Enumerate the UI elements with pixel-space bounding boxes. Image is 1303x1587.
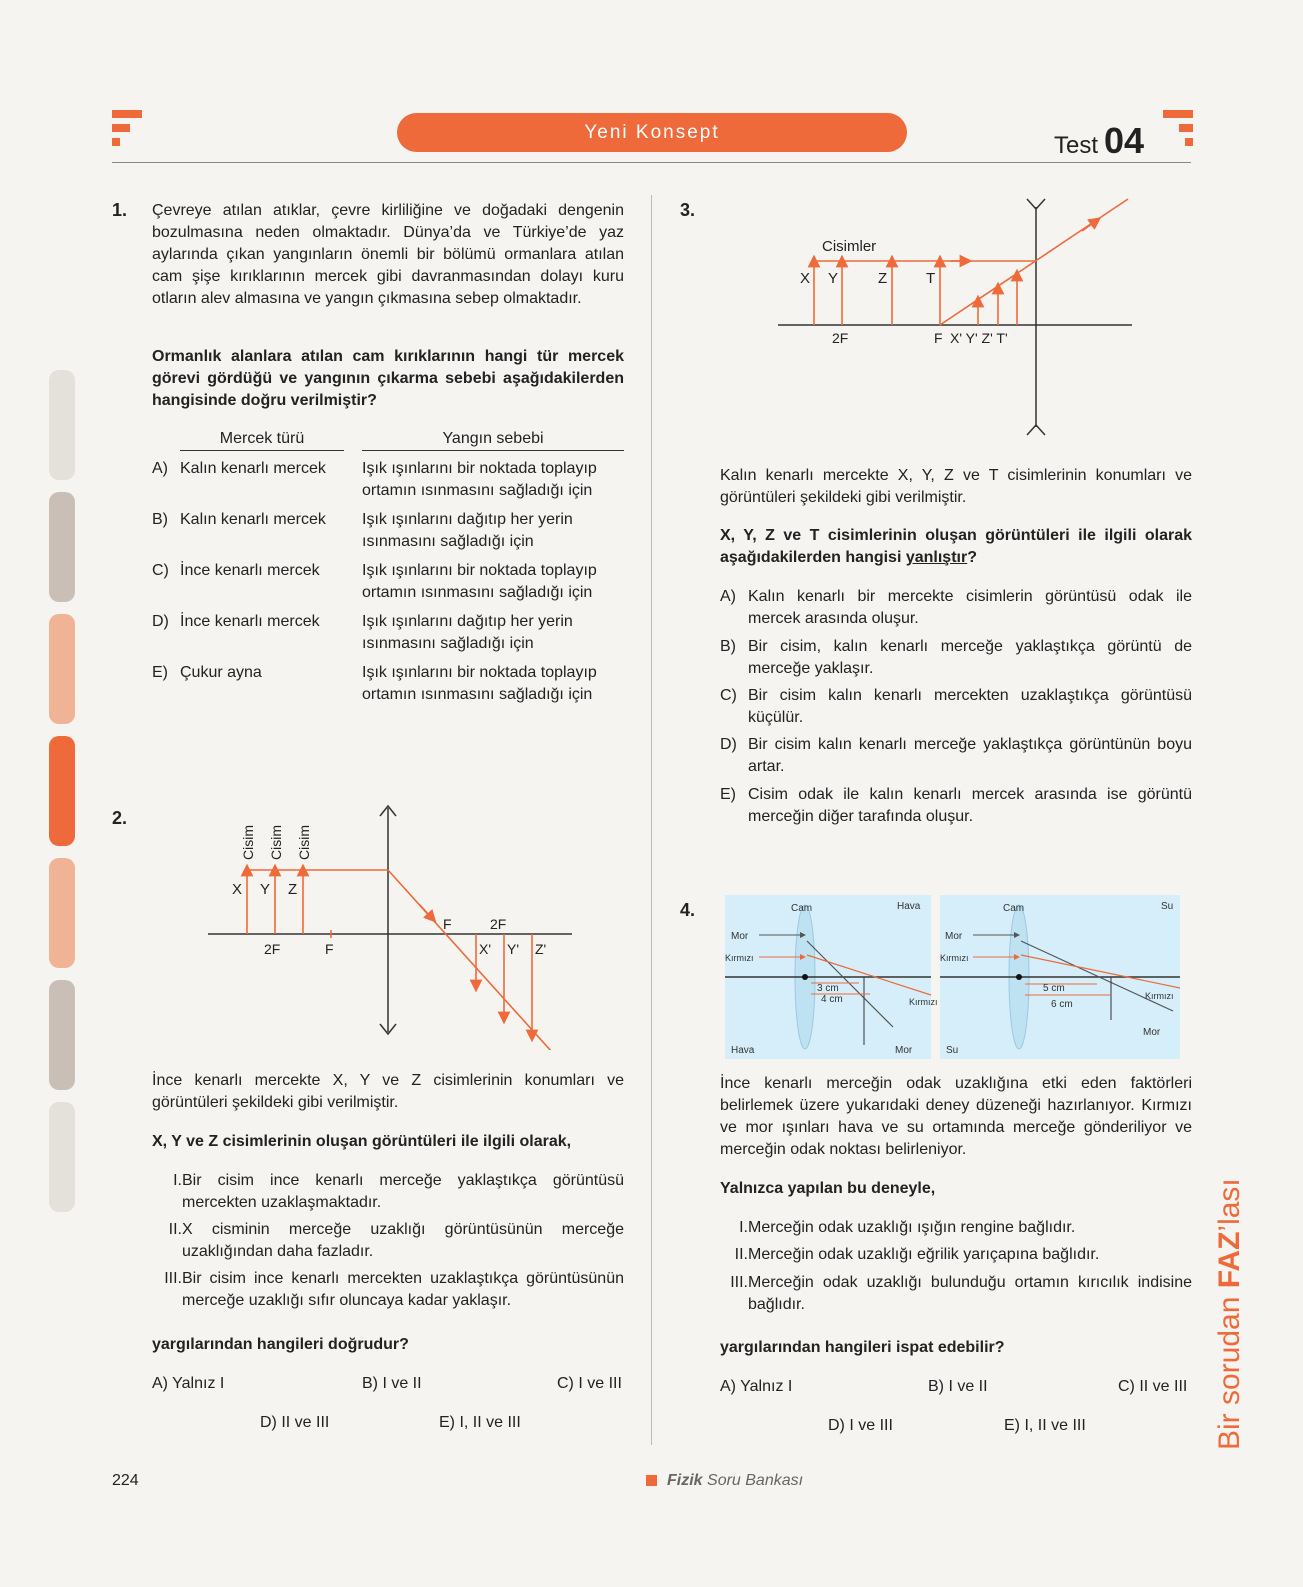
test-word: Test xyxy=(1054,132,1099,159)
label-kirmizi-in-2: Kırmızı xyxy=(940,953,969,963)
label-cisim-z: Cisim xyxy=(296,825,312,860)
label-f: F xyxy=(934,330,943,346)
label-f-left: F xyxy=(325,941,334,957)
label-x: X xyxy=(800,270,811,287)
q4-answer-a[interactable]: A) Yalnız I xyxy=(720,1378,793,1395)
book-rest: Soru Bankası xyxy=(707,1472,804,1489)
label-z-prime: Z' xyxy=(535,941,547,957)
label-cam-2: Cam xyxy=(1003,903,1025,914)
label-2f-left: 2F xyxy=(264,941,281,957)
label-f-right: F xyxy=(443,916,452,932)
label-image-primes: X' Y' Z' T' xyxy=(950,330,1008,346)
label-y: Y xyxy=(260,881,271,898)
label-t: T xyxy=(926,270,936,287)
q1-intro: Çevreye atılan atıklar, çevre kirliliğine ve doğadaki dengenin bozulmasına neden olmaktadır. Dünya’da ve Türkiye’de yaz aylarında çıkan yangınların önemli bir bölümü ormanlara atılan cam şişe kırıklarının mercek gibi davranmasından dolayı kuru otların alev almasına ve yangın çıkmasına sebep olmaktadır. xyxy=(152,202,624,307)
side-slogan xyxy=(1213,1178,1247,1450)
option-reason: Işık ışınlarını bir noktada toplayıp ortamın ısınmasını sağladığı için xyxy=(362,460,597,499)
label-6cm: 6 cm xyxy=(1051,999,1073,1010)
option-letter: B) xyxy=(720,638,736,655)
logo-left xyxy=(112,110,142,152)
lens-center-1 xyxy=(802,974,808,980)
label-mor-out-2: Mor xyxy=(1143,1027,1161,1038)
q2-answer-d[interactable]: D) II ve III xyxy=(260,1414,330,1431)
q4-statement-1: Merceğin odak uzaklığı ışığın rengine bağlıdır. xyxy=(748,1219,1076,1236)
option-lens: İnce kenarlı mercek xyxy=(180,613,320,630)
q3-question xyxy=(720,525,1192,569)
option-text: Bir cisim kalın kenarlı mercekten uzaklaştıkça görüntüsü küçülür. xyxy=(748,687,1192,726)
option-letter: E) xyxy=(720,786,736,803)
label-kirmizi-out-1: Kırmızı xyxy=(909,997,938,1007)
label-cam-1: Cam xyxy=(791,903,813,914)
test-number: 04 xyxy=(1104,120,1145,161)
q2-answer-a[interactable]: A) Yalnız I xyxy=(152,1375,225,1392)
label-hava-bottom: Hava xyxy=(731,1045,755,1056)
q4-statement-num: III. xyxy=(730,1274,748,1291)
q2-question: X, Y ve Z cisimlerinin oluşan görüntüleri ile ilgili olarak, xyxy=(152,1133,572,1150)
column-divider xyxy=(651,195,652,1445)
q4-statement-2: Merceğin odak uzaklığı eğrilik yarıçapına bağlıdır. xyxy=(748,1246,1100,1263)
q3-intro: Kalın kenarlı mercekte X, Y, Z ve T cisimlerinin konumları ve görüntüleri şekildeki gibi verilmiştir. xyxy=(720,467,1192,506)
label-3cm: 3 cm xyxy=(817,983,839,994)
q4-intro: İnce kenarlı merceğin odak uzaklığına etki eden faktörleri belirlemek üzere yukarıdaki deney düzeneği hazırlanıyor. Kırmızı ve mor ışınları hava ve su ortamında merceğe gönderiliyor ve merceğin odak noktası belirleniyor. xyxy=(720,1075,1192,1158)
option-letter: E) xyxy=(152,664,168,681)
q1-number: 1. xyxy=(112,200,128,220)
option-text: Bir cisim kalın kenarlı merceğe yaklaştıkça görüntünün boyu artar. xyxy=(748,736,1192,775)
q4-answer-b[interactable]: B) I ve II xyxy=(928,1378,988,1395)
page-number: 224 xyxy=(112,1472,139,1489)
option-letter: C) xyxy=(152,562,169,579)
option-letter: A) xyxy=(720,588,736,605)
option-reason: Işık ışınlarını bir noktada toplayıp ortamın ısınmasını sağladığı için xyxy=(362,664,597,703)
logo-right xyxy=(1163,110,1193,152)
option-text: Bir cisim, kalın kenarlı merceğe yaklaştıkça görüntü de merceğe yaklaşır. xyxy=(748,638,1192,677)
label-z: Z xyxy=(288,881,298,898)
label-su-bottom: Su xyxy=(946,1045,959,1056)
option-lens: Kalın kenarlı mercek xyxy=(180,460,326,477)
option-reason: Işık ışınlarını bir noktada toplayıp ortamın ısınmasını sağladığı için xyxy=(362,562,597,601)
q4-answer-e[interactable]: E) I, II ve III xyxy=(1004,1417,1086,1434)
option-lens: İnce kenarlı mercek xyxy=(180,562,320,579)
header-rule xyxy=(112,162,1191,163)
q2-statement-num: II. xyxy=(168,1221,182,1238)
option-lens: Kalın kenarlı mercek xyxy=(180,511,326,528)
book-title xyxy=(646,1472,803,1490)
label-su-top: Su xyxy=(1161,901,1174,912)
q1-question: Ormanlık alanlara atılan cam kırıklarının hangi tür mercek görevi gördüğü ve yangının çıkarma sebebi aşağıdakilerden hangisinde doğru verilmiştir? xyxy=(152,348,624,409)
q1-col-reason: Yangın sebebi xyxy=(362,428,624,451)
q4-statement-num: I. xyxy=(739,1219,748,1236)
label-2f-right: 2F xyxy=(490,916,507,932)
book-subject: Fizik xyxy=(667,1472,703,1489)
refracted-ray-arrow xyxy=(1082,221,1096,231)
option-text: Cisim odak ile kalın kenarlı mercek arasında ise görüntü merceğin diğer tarafında oluşur. xyxy=(748,786,1192,825)
label-y-prime: Y' xyxy=(507,941,520,957)
label-x-prime: X' xyxy=(479,941,492,957)
q1-col-lens: Mercek türü xyxy=(180,428,344,451)
q3-question-mark: ? xyxy=(967,549,977,566)
q2-ask: yargılarından hangileri doğrudur? xyxy=(152,1336,409,1353)
label-cisimler: Cisimler xyxy=(822,238,877,255)
q4-experiment-figure xyxy=(725,895,1180,1060)
option-reason: Işık ışınlarını dağıtıp her yerin ısınmasını sağladığı için xyxy=(362,511,573,550)
option-letter: A) xyxy=(152,460,168,477)
label-x: X xyxy=(232,881,243,898)
label-mor-out-1: Mor xyxy=(895,1045,913,1056)
q4-statement-3: Merceğin odak uzaklığı bulunduğu ortamın kırıcılık indisine bağlıdır. xyxy=(748,1274,1192,1313)
option-letter: D) xyxy=(152,613,169,630)
label-y: Y xyxy=(828,270,839,287)
label-z: Z xyxy=(878,270,888,287)
label-hava-top: Hava xyxy=(897,901,921,912)
label-mor-in-1: Mor xyxy=(731,931,749,942)
ray-direction-arrow xyxy=(419,904,432,918)
label-5cm: 5 cm xyxy=(1043,983,1065,994)
q2-statement-1: Bir cisim ince kenarlı merceğe yaklaştıkça görüntüsü mercekten uzaklaşmaktadır. xyxy=(182,1172,624,1211)
label-kirmizi-in-1: Kırmızı xyxy=(725,953,754,963)
q2-statement-num: III. xyxy=(164,1270,182,1287)
q3-question-emph: yanlıştır xyxy=(905,549,968,566)
side-slogan-post: ’lası xyxy=(1213,1178,1246,1232)
test-label xyxy=(1054,120,1144,162)
refracted-ray xyxy=(388,870,552,1050)
q2-statement-num: I. xyxy=(173,1172,182,1189)
option-letter: C) xyxy=(720,687,737,704)
q2-number: 2. xyxy=(112,808,128,828)
option-letter: D) xyxy=(720,736,737,753)
q2-answer-e[interactable]: E) I, II ve III xyxy=(439,1414,521,1431)
q2-intro: İnce kenarlı mercekte X, Y ve Z cisimlerinin konumları ve görüntüleri şekildeki gibi verilmiştir. xyxy=(152,1072,624,1111)
option-text: Kalın kenarlı bir mercekte cisimlerin görüntüsü odak ile mercek arasında oluşur. xyxy=(748,588,1192,627)
q2-statement-3: Bir cisim ince kenarlı mercekten uzaklaştıkça görüntüsünün merceğe uzaklığı sıfır oluncaya kadar yaklaşır. xyxy=(182,1270,624,1309)
label-2f: 2F xyxy=(832,330,849,346)
section-banner: Yeni Konsept xyxy=(397,113,907,152)
option-letter: B) xyxy=(152,511,168,528)
q3-lens-diagram xyxy=(770,195,1140,440)
q2-statement-2: X cisminin merceğe uzaklığı görüntüsünün merceğe uzaklığından daha fazladır. xyxy=(182,1221,624,1260)
option-reason: Işık ışınlarını dağıtıp her yerin ısınmasını sağladığı için xyxy=(362,613,573,652)
q2-answer-c[interactable]: C) I ve III xyxy=(557,1375,622,1392)
q3-question-text: X, Y, Z ve T cisimlerinin oluşan görüntüleri ile ilgili olarak aşağıdakilerden hangisi xyxy=(720,527,1192,566)
q4-answer-d[interactable]: D) I ve III xyxy=(828,1417,893,1434)
q4-statement-num: II. xyxy=(734,1246,748,1263)
q4-number: 4. xyxy=(680,900,696,920)
book-title-square xyxy=(646,1475,657,1486)
q3-number: 3. xyxy=(680,200,696,220)
label-4cm: 4 cm xyxy=(821,994,843,1005)
refracted-ray xyxy=(940,199,1128,325)
q4-answer-c[interactable]: C) II ve III xyxy=(1118,1378,1188,1395)
lens-center-2 xyxy=(1016,974,1022,980)
label-kirmizi-out-2: Kırmızı xyxy=(1145,991,1174,1001)
label-mor-in-2: Mor xyxy=(945,931,963,942)
label-cisim-x: Cisim xyxy=(240,825,256,860)
side-slogan-bold: FAZ xyxy=(1213,1231,1246,1289)
label-cisim-y: Cisim xyxy=(268,825,284,860)
q4-question: Yalnızca yapılan bu deneyle, xyxy=(720,1180,936,1197)
side-slogan-pre: Bir sorudan xyxy=(1213,1288,1246,1450)
q4-ask: yargılarından hangileri ispat edebilir? xyxy=(720,1339,1005,1356)
q2-answer-b[interactable]: B) I ve II xyxy=(362,1375,422,1392)
q2-lens-diagram xyxy=(200,800,580,1050)
option-lens: Çukur ayna xyxy=(180,664,262,681)
